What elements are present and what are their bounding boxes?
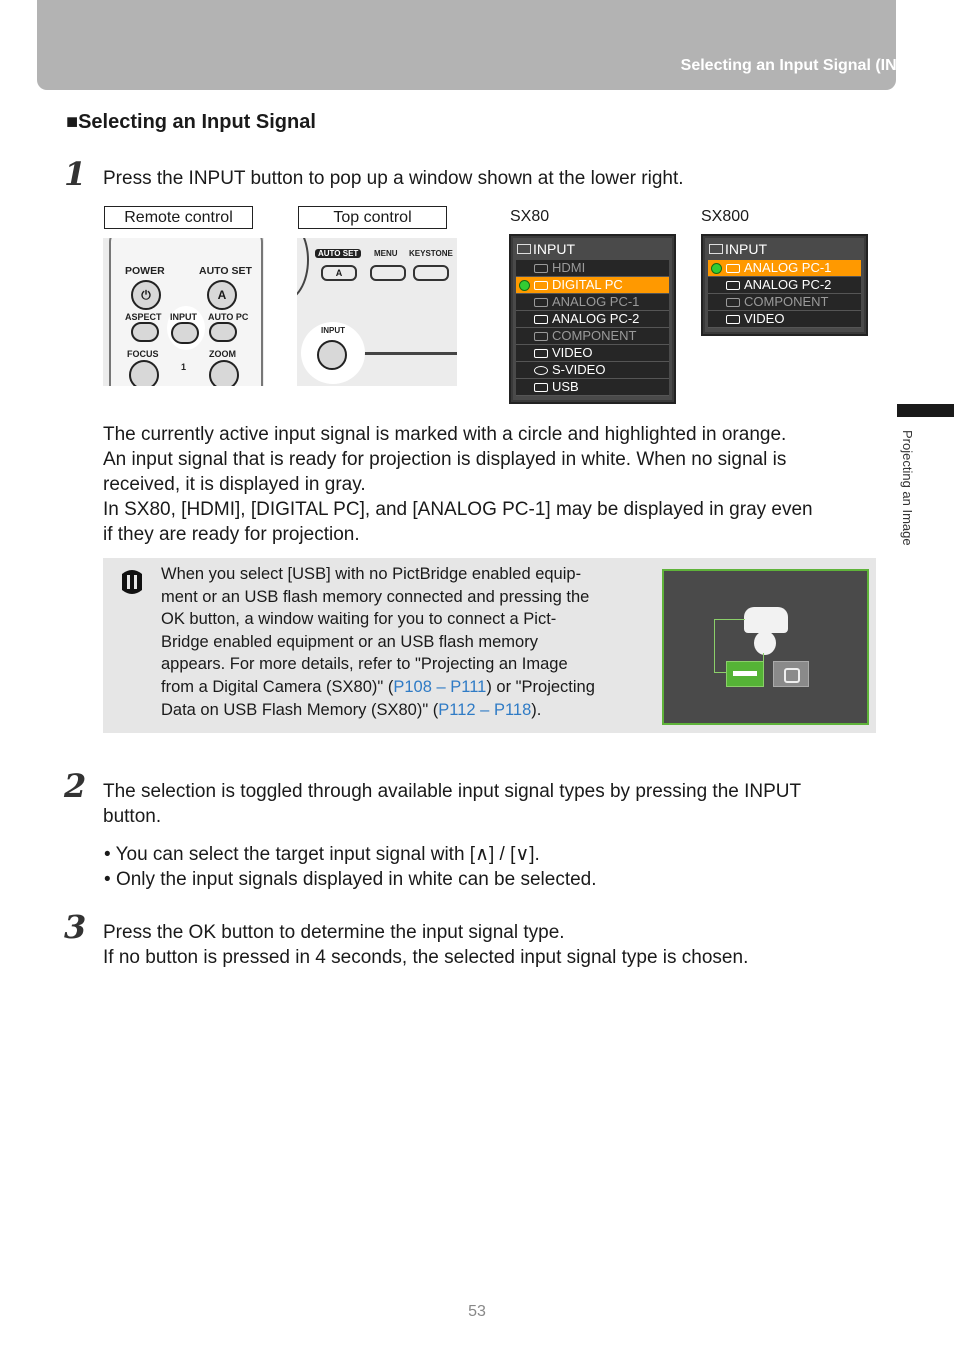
link-p118[interactable]: P118 <box>493 700 532 719</box>
usb-icon <box>534 383 548 392</box>
one-label: 1 <box>181 362 187 372</box>
auto-set-label: AUTO SET <box>199 265 252 277</box>
video-icon <box>726 315 740 324</box>
auto-set-button: A <box>207 280 237 310</box>
sx800-item-component: COMPONENT <box>708 294 861 311</box>
top-menu-label: MENU <box>374 249 398 258</box>
sx80-label: SX80 <box>510 208 550 225</box>
top-auto-set-label: AUTO SET <box>315 249 361 258</box>
link-p111[interactable]: P111 <box>450 677 487 696</box>
sx800-item-analog-pc-2: ANALOG PC-2 <box>708 277 861 294</box>
pc-icon <box>534 315 548 324</box>
sx80-item-digital-pc: DIGITAL PC <box>516 277 669 294</box>
usb-flash-icon <box>726 661 764 687</box>
link-p112[interactable]: P112 <box>438 700 476 719</box>
bullet-list <box>104 842 597 892</box>
sx80-item-video: VIDEO <box>516 345 669 362</box>
top-keystone-label: KEYSTONE <box>409 249 453 258</box>
sx80-item-usb: USB <box>516 379 669 396</box>
step-3-number: 3 <box>64 908 87 946</box>
power-label: POWER <box>125 265 165 277</box>
pc-icon <box>534 281 548 290</box>
top-control-label: Top control <box>298 206 447 229</box>
page-header <box>37 0 896 90</box>
pc-icon <box>726 264 740 273</box>
chapter-tab <box>897 404 954 417</box>
remote-control-label: Remote control <box>104 206 253 229</box>
top-input-label: INPUT <box>321 326 345 335</box>
step-2-number: 2 <box>64 767 87 805</box>
top-menu-button <box>370 265 406 281</box>
header-title: Selecting an Input Signal (INPUT) <box>680 57 934 74</box>
link-p108[interactable]: P108 <box>393 677 432 696</box>
sx800-menu-title: INPUT <box>725 241 767 257</box>
sx800-item-video: VIDEO <box>708 311 861 328</box>
top-control-image <box>297 238 457 386</box>
projector-icon <box>744 607 788 633</box>
top-input-icon <box>317 340 347 370</box>
caution-icon <box>118 568 146 596</box>
sx80-input-menu <box>509 234 676 404</box>
sx800-item-analog-pc-1: ANALOG PC-1 <box>708 260 861 277</box>
auto-pc-label: AUTO PC <box>208 312 249 322</box>
auto-pc-icon <box>209 322 237 342</box>
input-icon <box>171 322 199 344</box>
camera-icon <box>773 661 809 687</box>
active-indicator-icon <box>711 263 722 274</box>
step-1-number: 1 <box>64 155 87 193</box>
component-icon <box>726 298 740 307</box>
section-heading: ■Selecting an Input Signal <box>66 111 316 133</box>
hdmi-icon <box>534 264 548 273</box>
sx80-item-s-video: S-VIDEO <box>516 362 669 379</box>
sx80-item-analog-pc-2: ANALOG PC-2 <box>516 311 669 328</box>
zoom-label: ZOOM <box>209 349 236 359</box>
sx800-label: SX800 <box>701 208 750 225</box>
description-paragraph: The currently active input signal is marked with a circle and highlighted in orange. An input signal that is ready for projection is displayed in white. When no signal is received, it is displayed in gray. In SX80, [HDMI], [DIGITAL PC], and [ANALOG PC-1] may be displayed in gray even if they are ready for projection. <box>103 424 813 545</box>
list-item: • You can select the target input signal with [∧] / [∨]. <box>104 844 540 865</box>
pc-icon <box>726 281 740 290</box>
list-item: • Only the input signals displayed in white can be selected. <box>104 869 597 890</box>
active-indicator-icon <box>519 280 530 291</box>
s-video-icon <box>534 366 548 375</box>
component-icon <box>534 332 548 341</box>
aspect-label: ASPECT <box>125 312 162 322</box>
chapter-label: Projecting an Image <box>900 430 915 546</box>
zoom-icon <box>209 360 239 386</box>
focus-label: FOCUS <box>127 349 159 359</box>
caution-note-text: When you select [USB] with no PictBridge enabled equip- ment or an USB flash memory connected and pressing the OK button, a window waiting for you to connect a Pict- Bridge enabled equipment or an USB flash memory appears. For more details, refer to "Projecting an Image from a Digital Camera (SX80)" (P108 – P111) or "Projecting Data on USB Flash Memory (SX80)" (P112 – P118). <box>161 565 595 719</box>
step-1-text: Press the INPUT button to pop up a window shown at the lower right. <box>103 168 684 189</box>
input-icon <box>709 244 723 254</box>
video-icon <box>534 349 548 358</box>
power-icon: ⏻ <box>131 280 161 310</box>
step-2-text: The selection is toggled through available input signal types by pressing the INPUT button. <box>103 781 802 827</box>
usb-port-icon <box>754 631 776 655</box>
sx800-input-menu <box>701 234 868 336</box>
remote-control-image <box>103 238 264 386</box>
aspect-icon <box>131 322 159 342</box>
sx80-item-component: COMPONENT <box>516 328 669 345</box>
step-3-text: Press the OK button to determine the input signal type. If no button is pressed in 4 seconds, the selected input signal type is chosen. <box>103 922 749 968</box>
sx80-menu-title: INPUT <box>533 241 575 257</box>
sx80-item-hdmi: HDMI <box>516 260 669 277</box>
sx80-item-analog-pc-1: ANALOG PC-1 <box>516 294 669 311</box>
pc-icon <box>534 298 548 307</box>
top-keystone-button <box>413 265 449 281</box>
focus-icon <box>129 360 159 386</box>
input-label: INPUT <box>170 312 197 322</box>
input-icon <box>517 244 531 254</box>
usb-waiting-screen <box>662 569 869 725</box>
top-auto-set-button: A <box>321 265 357 281</box>
page-number: 53 <box>468 1303 486 1320</box>
